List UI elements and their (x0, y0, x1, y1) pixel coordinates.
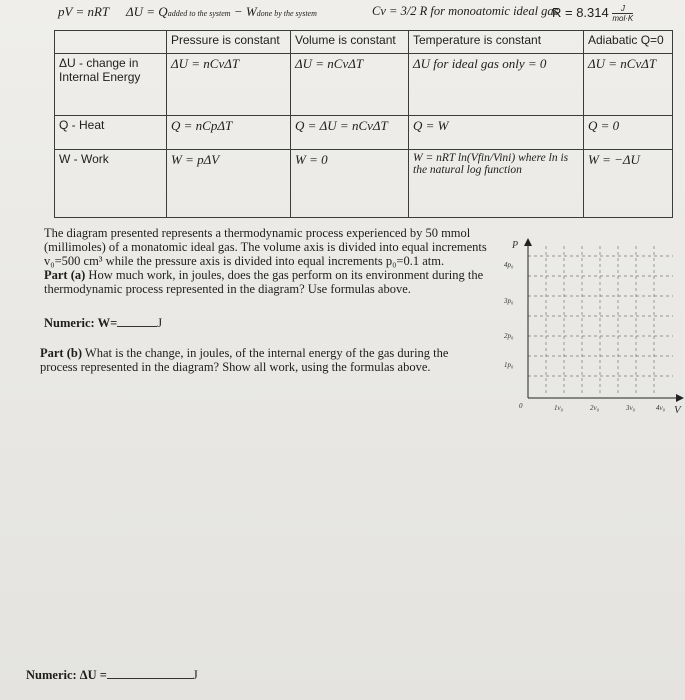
numeric-du-label: Numeric: ΔU = (26, 668, 107, 682)
table-row (55, 54, 673, 116)
cell-q-pressure: Q = nCpΔT (167, 116, 291, 150)
y-axis-arrow (524, 238, 532, 246)
x-tick-label: 1v₀ (554, 404, 564, 412)
cell-q-temperature: Q = W (409, 116, 584, 150)
formula-table (54, 30, 673, 218)
problem-text (44, 226, 504, 296)
first-law-q-subscript: added to the system (167, 9, 231, 18)
x-tick-label: 4v₀ (656, 404, 666, 412)
numeric-du-input[interactable] (107, 678, 193, 679)
r-value: R = 8.314 (552, 4, 609, 20)
row-label-delta-u: ΔU - change in Internal Energy (55, 54, 167, 116)
table-header-row (55, 31, 673, 54)
x-axis-arrow (676, 394, 684, 402)
x-tick-label: 2v₀ (590, 404, 600, 412)
grid-lines (528, 246, 673, 396)
table-header-volume: Volume is constant (291, 31, 409, 54)
cell-q-adiabatic: Q = 0 (584, 116, 673, 150)
cell-q-volume: Q = ΔU = nCvΔT (291, 116, 409, 150)
part-a-question (44, 268, 504, 296)
cell-w-pressure: W = pΔV (167, 150, 291, 218)
part-a-text: How much work, in joules, does the gas perform on its environment during the thermodynamic process represented in the diagram? Use formulas above. (44, 268, 484, 296)
problem-intro: The diagram presented represents a thermodynamic process experienced by 50 mmol (millimoles) of a monatomic ideal gas. The volume axis is divided into equal increments v₀=500 cm³ while the pressure axis is divided into equal increments p₀=0.1 atm. (44, 226, 487, 268)
table-header-adiabatic: Adiabatic Q=0 (584, 31, 673, 54)
first-law-lhs: ΔU = Q (126, 4, 168, 19)
y-tick-label: 2p₀ (504, 332, 514, 340)
first-law (126, 4, 317, 20)
y-tick-labels (503, 261, 514, 369)
y-tick-label: 4p₀ (504, 261, 514, 269)
numeric-w-input[interactable] (117, 326, 157, 327)
numeric-w-answer (44, 316, 162, 331)
part-b-question (40, 346, 480, 374)
part-b-label: Part (b) (40, 346, 82, 360)
numeric-du-answer (26, 668, 198, 683)
cell-w-adiabatic: W = −ΔU (584, 150, 673, 218)
table-header-corner (55, 31, 167, 54)
first-law-w-subscript: done by the system (256, 9, 317, 18)
pv-diagram (498, 216, 685, 416)
row-label-heat: Q - Heat (55, 116, 167, 150)
cell-du-adiabatic: ΔU = nCvΔT (584, 54, 673, 116)
numeric-w-label: Numeric: W= (44, 316, 118, 330)
cv-definition: Cv = 3/2 R for monoatomic ideal gas (372, 4, 559, 18)
y-tick-label: 3p₀ (504, 297, 514, 305)
cell-du-pressure: ΔU = nCvΔT (167, 54, 291, 116)
table-header-temperature: Temperature is constant (409, 31, 584, 54)
x-tick-label: 3v₀ (626, 404, 636, 412)
y-tick-label: 1p₀ (504, 361, 514, 369)
r-unit (612, 4, 633, 23)
x-tick-labels (554, 404, 666, 412)
table-row (55, 150, 673, 218)
r-constant (552, 4, 633, 23)
part-a-label: Part (a) (44, 268, 86, 282)
first-law-minus: − W (230, 4, 257, 19)
row-label-work: W - Work (55, 150, 167, 218)
y-axis-label: P (512, 240, 519, 251)
table-header-pressure: Pressure is constant (167, 31, 291, 54)
cell-du-temperature: ΔU for ideal gas only = 0 (409, 54, 584, 116)
x-axis-label: V (674, 404, 681, 416)
origin-label: 0 (519, 402, 523, 410)
numeric-du-unit: J (192, 668, 198, 682)
r-unit-numerator: J (612, 4, 633, 14)
cell-du-volume: ΔU = nCvΔT (291, 54, 409, 116)
r-unit-denominator: mol·K (612, 14, 634, 23)
ideal-gas-law: pV = nRT (58, 4, 110, 19)
table-row (55, 116, 673, 150)
part-b-text: What is the change, in joules, of the internal energy of the gas during the process represented in the diagram? Show all work, using the formulas above. (40, 346, 449, 374)
cell-w-volume: W = 0 (291, 150, 409, 218)
numeric-w-unit: J (157, 316, 163, 330)
cell-w-temperature: W = nRT ln(Vfin/Vini) where ln is the natural log function (409, 150, 584, 218)
